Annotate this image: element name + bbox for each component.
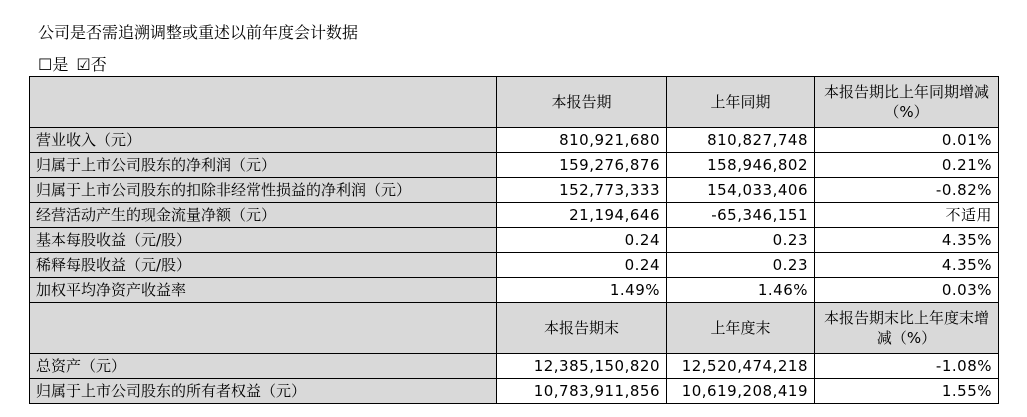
- restatement-options: [38, 54, 107, 76]
- change-value: 0.03%: [815, 278, 999, 303]
- current-value: 152,773,333: [497, 178, 667, 203]
- prior-value: -65,346,151: [667, 203, 815, 228]
- period-end-value: 10,783,911,856: [497, 379, 667, 404]
- current-value: 159,276,876: [497, 153, 667, 178]
- table-row: [30, 278, 999, 303]
- row-label: 基本每股收益（元/股）: [30, 228, 497, 253]
- row-label: 归属于上市公司股东的所有者权益（元）: [30, 379, 497, 404]
- table-row: [30, 203, 999, 228]
- table-row: [30, 253, 999, 278]
- current-value: 0.24: [497, 253, 667, 278]
- change-value: 4.35%: [815, 228, 999, 253]
- page-heading: 公司是否需追溯调整或重述以前年度会计数据: [38, 23, 359, 42]
- prior-value: 0.23: [667, 228, 815, 253]
- period-end-value: 12,385,150,820: [497, 354, 667, 379]
- table-row: [30, 178, 999, 203]
- prior-value: 0.23: [667, 253, 815, 278]
- current-value: 810,921,680: [497, 128, 667, 153]
- table-row: [30, 379, 999, 404]
- change-value: 0.01%: [815, 128, 999, 153]
- prior-value: 810,827,748: [667, 128, 815, 153]
- section2-header-row: [30, 303, 999, 354]
- table-row: [30, 153, 999, 178]
- prior-year-end-value: 10,619,208,419: [667, 379, 815, 404]
- row-label: 归属于上市公司股东的净利润（元）: [30, 153, 497, 178]
- option-no-checkbox[interactable]: ☑否: [76, 55, 107, 74]
- row-label: 总资产（元）: [30, 354, 497, 379]
- change-value: 1.55%: [815, 379, 999, 404]
- change-value: 4.35%: [815, 253, 999, 278]
- row-label: 加权平均净资产收益率: [30, 278, 497, 303]
- table-row: [30, 128, 999, 153]
- row-label: 归属于上市公司股东的扣除非经常性损益的净利润（元）: [30, 178, 497, 203]
- financial-data-table: [29, 76, 999, 404]
- section1-header-current-period: 本报告期: [497, 77, 667, 128]
- change-value: 不适用: [815, 203, 999, 228]
- change-value: 0.21%: [815, 153, 999, 178]
- table-row: [30, 228, 999, 253]
- section1-header-change: 本报告期比上年同期增减（%）: [815, 77, 999, 128]
- current-value: 21,194,646: [497, 203, 667, 228]
- prior-year-end-value: 12,520,474,218: [667, 354, 815, 379]
- prior-value: 154,033,406: [667, 178, 815, 203]
- row-label: 营业收入（元）: [30, 128, 497, 153]
- row-label: 经营活动产生的现金流量净额（元）: [30, 203, 497, 228]
- row-label: 稀释每股收益（元/股）: [30, 253, 497, 278]
- option-yes-checkbox[interactable]: ☐是: [38, 55, 69, 74]
- prior-value: 158,946,802: [667, 153, 815, 178]
- change-value: -0.82%: [815, 178, 999, 203]
- current-value: 0.24: [497, 228, 667, 253]
- change-value: -1.08%: [815, 354, 999, 379]
- section1-header-prior-period: 上年同期: [667, 77, 815, 128]
- section2-header-change: 本报告期末比上年度末增减（%）: [815, 303, 999, 354]
- section1-header-blank: [30, 77, 497, 128]
- prior-value: 1.46%: [667, 278, 815, 303]
- current-value: 1.49%: [497, 278, 667, 303]
- section2-header-prior-year-end: 上年度末: [667, 303, 815, 354]
- section2-header-period-end: 本报告期末: [497, 303, 667, 354]
- section2-header-blank: [30, 303, 497, 354]
- table-row: [30, 354, 999, 379]
- section1-header-row: [30, 77, 999, 128]
